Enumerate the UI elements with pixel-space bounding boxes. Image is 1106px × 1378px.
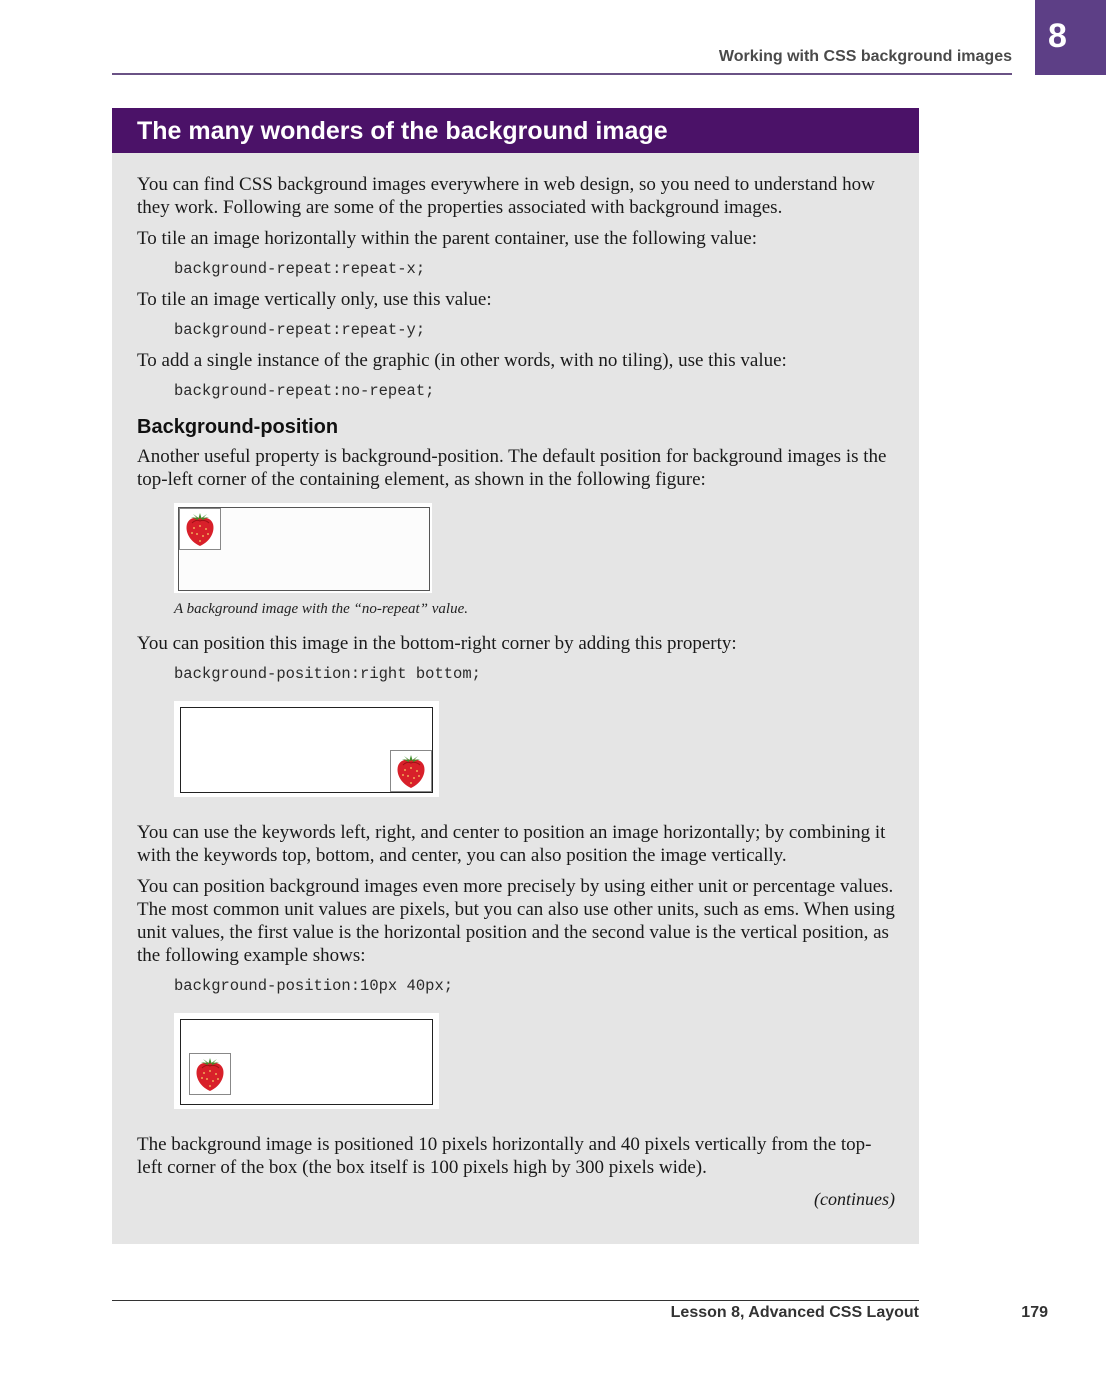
continues-note: (continues)	[814, 1189, 895, 1209]
code-line: background-repeat:repeat-y;	[174, 321, 426, 339]
footer-lesson: Lesson 8, Advanced CSS Layout	[670, 1304, 919, 1321]
figure-box	[178, 507, 430, 591]
figure-10px-40px	[174, 1013, 439, 1109]
paragraph: To tile an image vertically only, use this value:	[137, 289, 492, 310]
chapter-tab: 8	[1035, 0, 1106, 75]
paragraph: You can position this image in the bottom-right corner by adding this property:	[137, 633, 737, 654]
code-line: background-repeat:no-repeat;	[174, 382, 435, 400]
figure-right-bottom	[174, 701, 439, 797]
paragraph: To add a single instance of the graphic (in other words, with no tiling), use this value:	[137, 350, 787, 371]
subheading: Background-position	[137, 416, 339, 438]
paragraph: The background image is positioned 10 pixels horizontally and 40 pixels vertically from the top-left corner of the box (the box itself is 100 pixels high by 300 pixels wide).	[137, 1134, 872, 1178]
header-rule	[112, 73, 1012, 75]
paragraph: You can use the keywords left, right, and center to position an image horizontally; by combining it with the keywords top, bottom, and center, you can also position the image vertically.	[137, 822, 886, 866]
figure-no-repeat	[174, 503, 432, 593]
code-line: background-repeat:repeat-x;	[174, 260, 426, 278]
page-number: 179	[1021, 1304, 1048, 1321]
code-line: background-position:right bottom;	[174, 665, 481, 683]
footer-rule	[112, 1300, 919, 1301]
figure-box	[180, 1019, 433, 1105]
running-header: Working with CSS background images	[718, 48, 1012, 65]
paragraph: Another useful property is background-position. The default position for background images is the top-left corner of the containing element, as shown in the following figure:	[137, 446, 887, 490]
sidebar-body	[112, 153, 919, 1210]
paragraph: You can find CSS background images everywhere in web design, so you need to understand how they work. Following are some of the properties associated with background images.	[137, 174, 875, 218]
strawberry-icon	[189, 1053, 231, 1095]
sidebar-title: The many wonders of the background image	[112, 108, 919, 153]
paragraph: To tile an image horizontally within the parent container, use the following value:	[137, 228, 757, 249]
strawberry-icon	[390, 750, 432, 792]
sidebar-box	[112, 108, 919, 1244]
paragraph: You can position background images even more precisely by using either unit or percentage values. The most common unit values are pixels, but you can also use other units, such as ems. When using unit values, the first value is the horizontal position and the second value is the vertical position, as the following example shows:	[137, 876, 895, 966]
strawberry-icon	[179, 508, 221, 550]
figure-box	[180, 707, 433, 793]
figure-caption: A background image with the “no-repeat” value.	[174, 601, 468, 617]
code-line: background-position:10px 40px;	[174, 977, 454, 995]
